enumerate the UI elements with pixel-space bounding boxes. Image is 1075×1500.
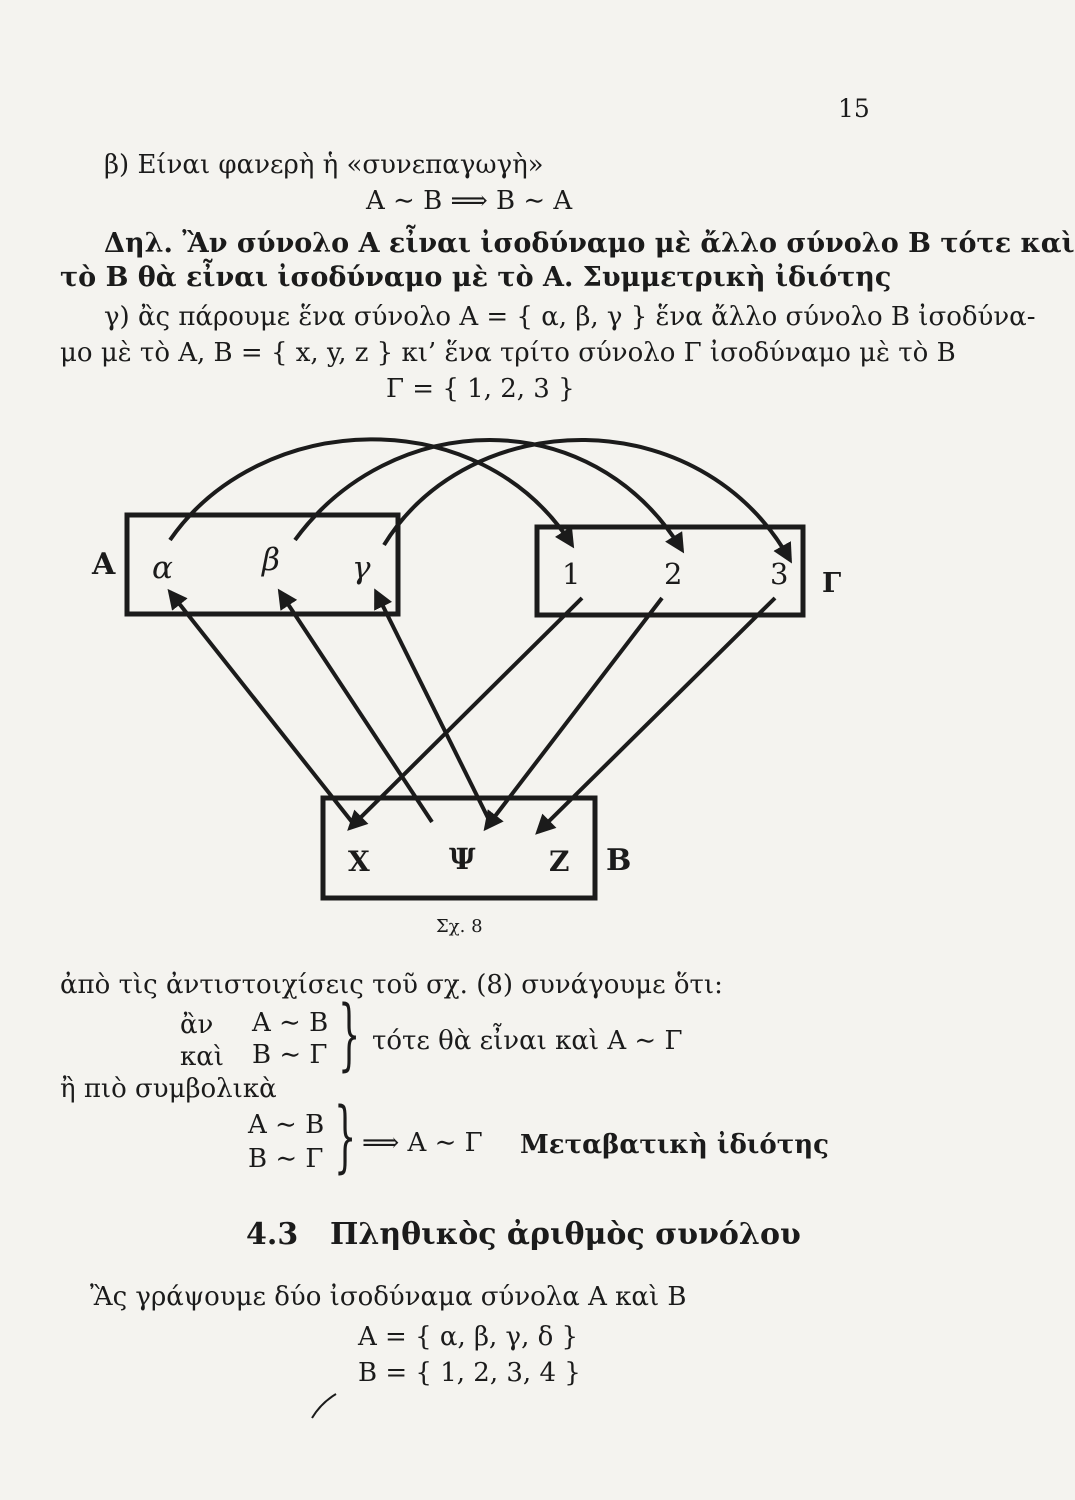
element-beta: β xyxy=(262,542,280,578)
element-3: 3 xyxy=(770,557,789,591)
set-B-label: B xyxy=(606,843,632,878)
section-number: 4.3 xyxy=(246,1217,299,1252)
symmetry-formula: A ∼ B ⟹ B ∼ A xyxy=(366,186,573,216)
delta-line-1: Δηλ. Ἂν σύνολο Α εἶναι ἰσοδύναμο μὲ ἄλλο σύνολο Β τότε καὶ xyxy=(104,228,1075,259)
and-word: καὶ xyxy=(180,1042,225,1072)
figure-caption: Σχ. 8 xyxy=(436,916,483,937)
relation-B-G: B ∼ Γ xyxy=(252,1040,328,1070)
sym-relation-A-B: A ∼ B xyxy=(248,1110,325,1140)
conclusion-intro: ἀπὸ τὶς ἀντιστοιχίσεις τοῦ σχ. (8) συνάγουμε ὅτι: xyxy=(60,970,723,1000)
element-Psi: Ψ xyxy=(449,842,476,876)
delta-line-2: τὸ Β θὰ εἶναι ἰσοδύναμο μὲ τὸ Α. Συμμετρικὴ ἰδιότης xyxy=(60,262,892,293)
brace-1: } xyxy=(338,990,361,1080)
brace-2: } xyxy=(334,1092,357,1182)
element-1: 1 xyxy=(562,557,581,591)
page-number: 15 xyxy=(838,94,870,123)
gamma-line-1: γ) ἂς πάρουμε ἕνα σύνολο A = { α, β, γ } ἕνα ἄλλο σύνολο B ἰσοδύνα- xyxy=(104,302,1036,332)
set-A-definition: A = { α, β, γ, δ } xyxy=(358,1322,579,1352)
element-X: X xyxy=(348,845,370,878)
gamma-line-2: μο μὲ τὸ Α, B = { x, y, z } κι’ ἕνα τρίτο σύνολο Γ ἰσοδύναμο μὲ τὸ Β xyxy=(60,338,956,368)
element-2: 2 xyxy=(664,557,683,591)
beta-statement: β) Είναι φανερὴ ἡ «συνεπαγωγὴ» xyxy=(104,150,544,180)
relation-A-B: A ∼ B xyxy=(252,1008,329,1038)
then-statement: τότε θὰ εἶναι καὶ A ∼ Γ xyxy=(372,1026,683,1056)
transitive-property: Μεταβατικὴ ἰδιότης xyxy=(520,1130,829,1160)
element-alpha: α xyxy=(152,550,173,586)
section-title: Πληθικὸς ἀριθμὸς συνόλου xyxy=(330,1217,801,1252)
gamma-line-3: Γ = { 1, 2, 3 } xyxy=(386,374,575,404)
symbolic-intro: ἢ πιὸ συμβολικὰ xyxy=(60,1074,277,1104)
section-intro: Ἂς γράψουμε δύο ἰσοδύναμα σύνολα Α καὶ Β xyxy=(90,1282,687,1312)
set-A-label: A xyxy=(92,547,116,582)
set-G-label: Γ xyxy=(822,568,842,599)
sym-relation-B-G: B ∼ Γ xyxy=(248,1144,324,1174)
element-gamma: γ xyxy=(352,550,371,586)
if-word: ἂν xyxy=(180,1010,214,1040)
set-B-definition: B = { 1, 2, 3, 4 } xyxy=(358,1358,581,1388)
element-Z: Z xyxy=(549,845,570,878)
implies-statement: ⟹ A ∼ Γ xyxy=(362,1128,483,1158)
